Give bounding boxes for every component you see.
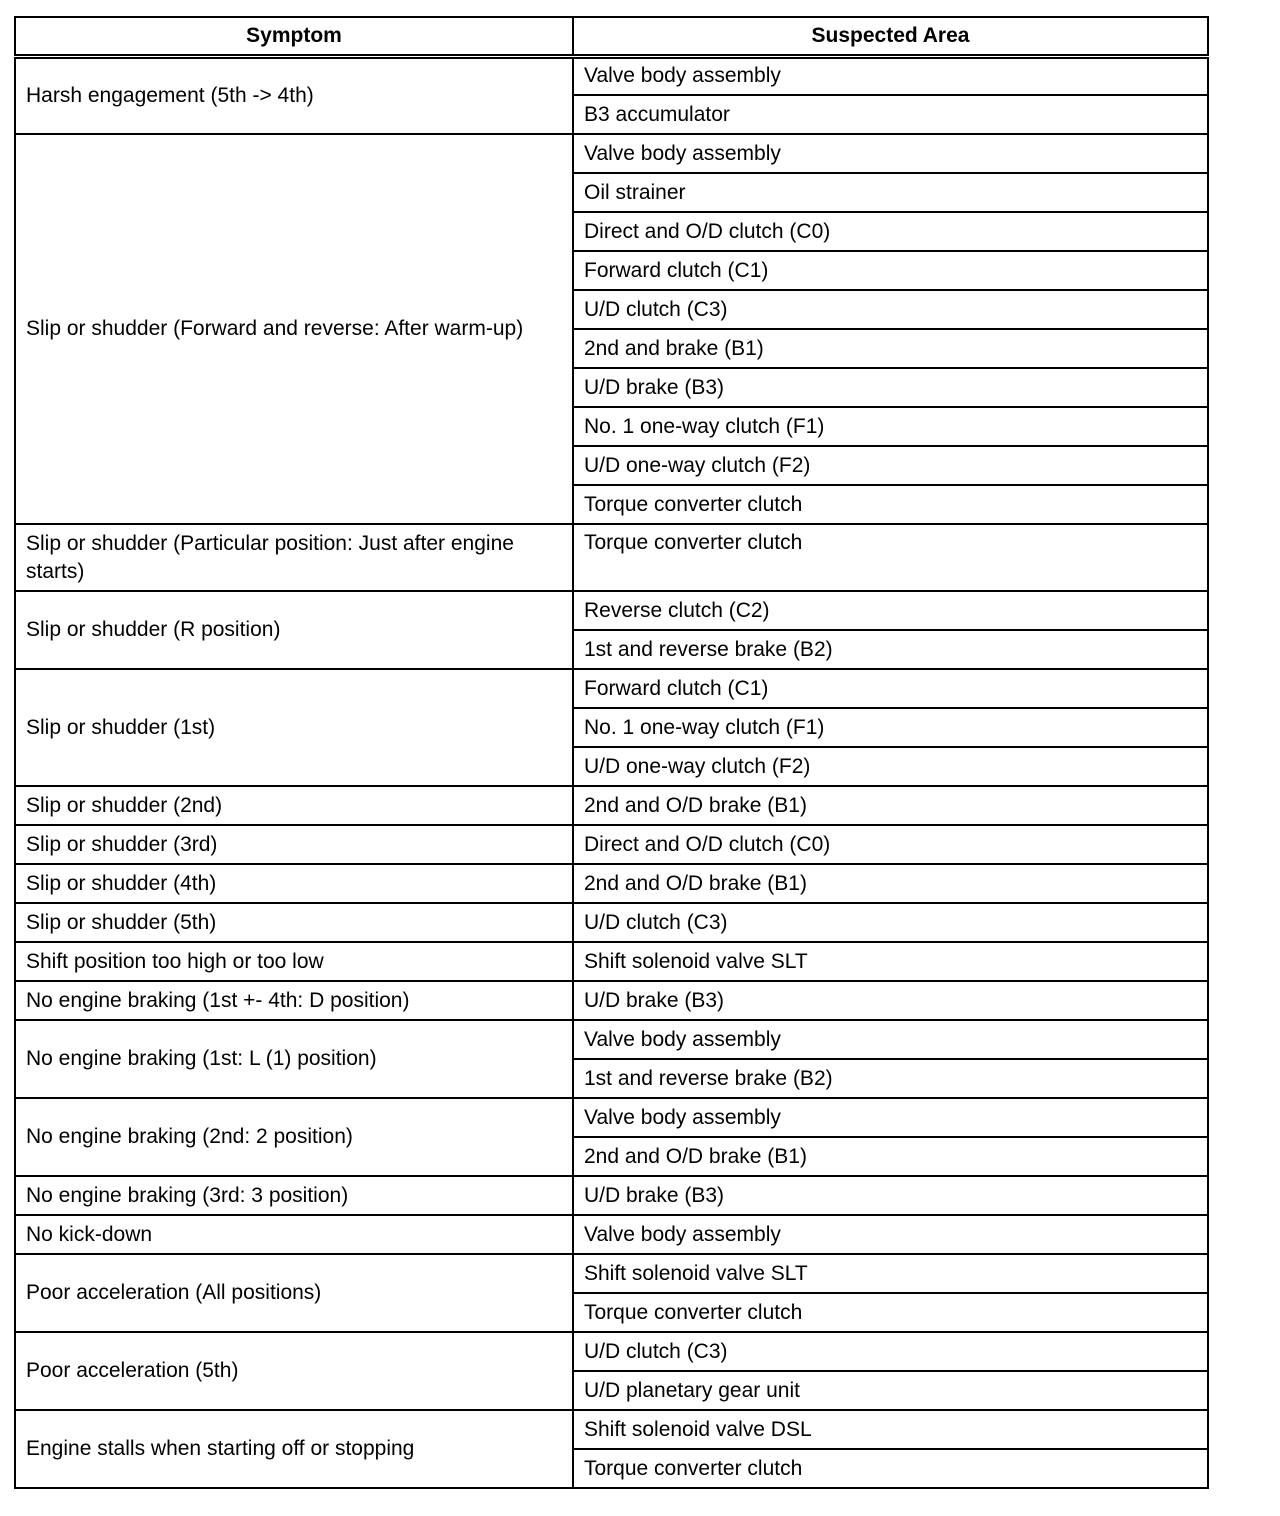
suspected-area-cell: Valve body assembly bbox=[573, 134, 1208, 173]
suspected-area-cell: U/D brake (B3) bbox=[573, 981, 1208, 1020]
suspected-area-cell: Torque converter clutch bbox=[573, 1293, 1208, 1332]
suspected-area-cell: U/D clutch (C3) bbox=[573, 903, 1208, 942]
symptom-cell: No engine braking (2nd: 2 position) bbox=[15, 1098, 573, 1176]
symptom-cell: Slip or shudder (2nd) bbox=[15, 786, 573, 825]
table-row bbox=[15, 786, 1208, 825]
suspected-area-cell: Shift solenoid valve DSL bbox=[573, 1410, 1208, 1449]
suspected-area-cell: U/D brake (B3) bbox=[573, 1176, 1208, 1215]
table-row bbox=[15, 591, 1208, 630]
symptom-cell: Poor acceleration (All positions) bbox=[15, 1254, 573, 1332]
table-row bbox=[15, 1176, 1208, 1215]
suspected-area-cell: No. 1 one-way clutch (F1) bbox=[573, 708, 1208, 747]
table-row bbox=[15, 669, 1208, 708]
header-symptom: Symptom bbox=[15, 17, 573, 56]
suspected-area-cell: U/D one-way clutch (F2) bbox=[573, 747, 1208, 786]
table-row bbox=[15, 1254, 1208, 1293]
suspected-area-cell: U/D one-way clutch (F2) bbox=[573, 446, 1208, 485]
suspected-area-cell: B3 accumulator bbox=[573, 95, 1208, 134]
table-row bbox=[15, 1332, 1208, 1371]
suspected-area-cell: 2nd and O/D brake (B1) bbox=[573, 786, 1208, 825]
suspected-area-cell: Forward clutch (C1) bbox=[573, 251, 1208, 290]
suspected-area-cell: Valve body assembly bbox=[573, 56, 1208, 95]
suspected-area-cell: U/D clutch (C3) bbox=[573, 290, 1208, 329]
symptom-cell: Slip or shudder (R position) bbox=[15, 591, 573, 669]
symptom-cell: No engine braking (1st: L (1) position) bbox=[15, 1020, 573, 1098]
table-row bbox=[15, 1098, 1208, 1137]
symptom-cell: Engine stalls when starting off or stopping bbox=[15, 1410, 573, 1488]
table-row bbox=[15, 981, 1208, 1020]
suspected-area-cell: No. 1 one-way clutch (F1) bbox=[573, 407, 1208, 446]
diagnosis-table bbox=[14, 16, 1209, 1489]
symptom-cell: Slip or shudder (3rd) bbox=[15, 825, 573, 864]
table-row bbox=[15, 903, 1208, 942]
suspected-area-cell: Torque converter clutch bbox=[573, 1449, 1208, 1488]
suspected-area-cell: Torque converter clutch bbox=[573, 524, 1208, 591]
table-row bbox=[15, 825, 1208, 864]
suspected-area-cell: U/D brake (B3) bbox=[573, 368, 1208, 407]
table-row bbox=[15, 1410, 1208, 1449]
suspected-area-cell: U/D planetary gear unit bbox=[573, 1371, 1208, 1410]
symptom-cell: Slip or shudder (5th) bbox=[15, 903, 573, 942]
suspected-area-cell: Shift solenoid valve SLT bbox=[573, 1254, 1208, 1293]
symptom-cell: No engine braking (1st +- 4th: D position) bbox=[15, 981, 573, 1020]
symptom-cell: Slip or shudder (1st) bbox=[15, 669, 573, 786]
header-suspected-area: Suspected Area bbox=[573, 17, 1208, 56]
symptom-cell: No kick-down bbox=[15, 1215, 573, 1254]
suspected-area-cell: 2nd and O/D brake (B1) bbox=[573, 864, 1208, 903]
suspected-area-cell: 2nd and O/D brake (B1) bbox=[573, 1137, 1208, 1176]
suspected-area-cell: U/D clutch (C3) bbox=[573, 1332, 1208, 1371]
symptom-cell: Harsh engagement (5th -> 4th) bbox=[15, 56, 573, 134]
table-row bbox=[15, 942, 1208, 981]
suspected-area-cell: Shift solenoid valve SLT bbox=[573, 942, 1208, 981]
symptom-cell: Slip or shudder (Forward and reverse: After warm-up) bbox=[15, 134, 573, 524]
suspected-area-cell: 1st and reverse brake (B2) bbox=[573, 1059, 1208, 1098]
suspected-area-cell: Direct and O/D clutch (C0) bbox=[573, 212, 1208, 251]
table-row bbox=[15, 864, 1208, 903]
table-row bbox=[15, 524, 1208, 591]
table-row bbox=[15, 1215, 1208, 1254]
symptom-cell: Shift position too high or too low bbox=[15, 942, 573, 981]
suspected-area-cell: 2nd and brake (B1) bbox=[573, 329, 1208, 368]
header-row bbox=[15, 17, 1208, 56]
symptom-cell: Poor acceleration (5th) bbox=[15, 1332, 573, 1410]
symptom-cell: No engine braking (3rd: 3 position) bbox=[15, 1176, 573, 1215]
table-row bbox=[15, 134, 1208, 173]
symptom-cell: Slip or shudder (4th) bbox=[15, 864, 573, 903]
suspected-area-cell: Direct and O/D clutch (C0) bbox=[573, 825, 1208, 864]
symptom-cell: Slip or shudder (Particular position: Just after engine starts) bbox=[15, 524, 573, 591]
suspected-area-cell: Reverse clutch (C2) bbox=[573, 591, 1208, 630]
suspected-area-cell: Forward clutch (C1) bbox=[573, 669, 1208, 708]
suspected-area-cell: Valve body assembly bbox=[573, 1215, 1208, 1254]
suspected-area-cell: Torque converter clutch bbox=[573, 485, 1208, 524]
suspected-area-cell: 1st and reverse brake (B2) bbox=[573, 630, 1208, 669]
suspected-area-cell: Oil strainer bbox=[573, 173, 1208, 212]
table-row bbox=[15, 56, 1208, 95]
table-row bbox=[15, 1020, 1208, 1059]
suspected-area-cell: Valve body assembly bbox=[573, 1020, 1208, 1059]
table-body bbox=[15, 56, 1208, 1488]
suspected-area-cell: Valve body assembly bbox=[573, 1098, 1208, 1137]
